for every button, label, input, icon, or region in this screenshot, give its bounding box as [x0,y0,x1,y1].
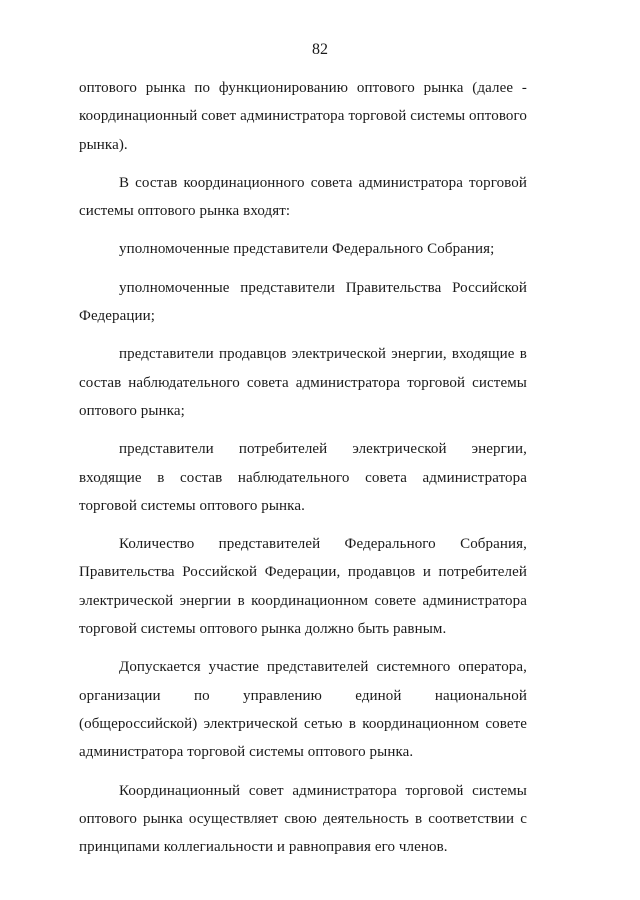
paragraph: представители продавцов электрической энергии, входящие в состав наблюдательного совета администратора торговой системы оптового рынка; [79,346,527,419]
paragraph: Количество представителей Федерального Собрания, Правительства Российской Федерации, продавцов и потребителей электрической энергии в координационном совете администратора торговой системы оптового рынка должно быть равным. [79,536,527,638]
paragraph: В состав координационного совета администратора торговой системы оптового рынка входят: [79,174,527,220]
page-number: 82 [312,41,328,58]
paragraph: уполномоченные представители Федерального Собрания; [119,241,495,258]
paragraph: Допускается участие представителей системного оператора, организации по управлению единой национальной (общероссийской) электрической сетью в координационном совете администратора торговой системы оптового рынка. [79,659,527,761]
paragraph: уполномоченные представители Правительства Российской Федерации; [79,279,527,325]
document-body [79,74,527,871]
paragraph: Координационный совет администратора торговой системы оптового рынка осуществляет свою деятельность в соответствии с принципами коллегиальности и равноправия его членов. [79,782,527,856]
paragraph: оптового рынка по функционированию оптового рынка (далее - координационный совет администратора торговой системы оптового рынка). [79,80,527,153]
paragraph: представители потребителей электрической энергии, входящие в состав наблюдательного совета администратора торговой системы оптового рынка. [79,441,527,514]
